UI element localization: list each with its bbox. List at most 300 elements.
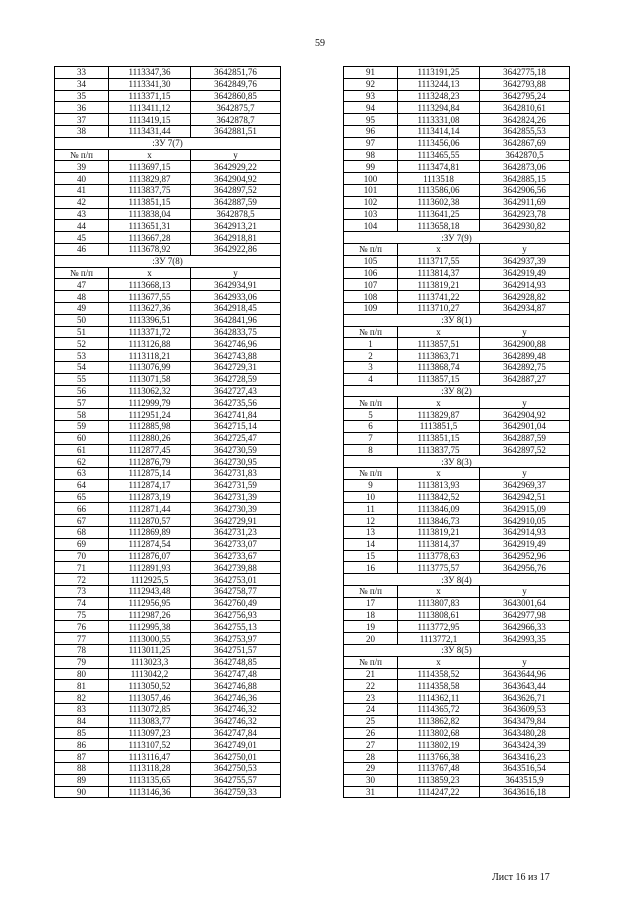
table-row <box>55 350 281 362</box>
coord-y: 3642733,07 <box>191 538 281 550</box>
table-row <box>344 550 570 562</box>
coord-y: 3642795,24 <box>480 90 570 102</box>
coord-x: 1113396,51 <box>109 314 191 326</box>
coord-x: 1114358,58 <box>398 680 480 692</box>
coord-x: 1112925,5 <box>109 574 191 586</box>
table-row <box>55 538 281 550</box>
coord-x: 1113107,52 <box>109 739 191 751</box>
table-row <box>55 291 281 303</box>
point-number: 36 <box>55 102 109 114</box>
coord-x: 1113814,37 <box>398 267 480 279</box>
coord-x: 1114365,72 <box>398 704 480 716</box>
table-row <box>344 633 570 645</box>
section-label: :ЗУ 8(4) <box>344 574 570 586</box>
section-header-row <box>344 645 570 657</box>
point-number: 22 <box>344 680 398 692</box>
point-number: 59 <box>55 420 109 432</box>
coord-y: 3642735,56 <box>191 397 281 409</box>
coord-y: 3643644,96 <box>480 668 570 680</box>
coord-x: 1113331,08 <box>398 114 480 126</box>
table-row <box>344 184 570 196</box>
point-number: 39 <box>55 161 109 173</box>
coord-y: 3642739,88 <box>191 562 281 574</box>
table-row <box>344 361 570 373</box>
coord-x: 1113050,52 <box>109 680 191 692</box>
table-row <box>55 397 281 409</box>
point-number: 84 <box>55 715 109 727</box>
point-number: 89 <box>55 774 109 786</box>
coord-x: 1113135,65 <box>109 774 191 786</box>
header-y: y <box>191 149 281 161</box>
coord-y: 3642897,52 <box>480 444 570 456</box>
table-row <box>344 373 570 385</box>
coord-y: 3642746,32 <box>191 715 281 727</box>
point-number: 93 <box>344 90 398 102</box>
table-row <box>344 704 570 716</box>
coord-y: 3642887,59 <box>480 432 570 444</box>
coord-y: 3642922,86 <box>191 243 281 255</box>
table-row <box>344 302 570 314</box>
coord-x: 1113778,63 <box>398 550 480 562</box>
coord-x: 1112870,57 <box>109 515 191 527</box>
coordinates-table-left-body <box>55 67 281 798</box>
column-header-row <box>344 243 570 255</box>
header-number: № п/п <box>344 468 398 480</box>
table-row <box>55 739 281 751</box>
point-number: 81 <box>55 680 109 692</box>
table-row <box>344 255 570 267</box>
coord-y: 3643626,71 <box>480 692 570 704</box>
coord-x: 1112869,89 <box>109 527 191 539</box>
coord-y: 3642899,48 <box>480 350 570 362</box>
coord-y: 3642934,91 <box>191 279 281 291</box>
coord-x: 1113518 <box>398 173 480 185</box>
table-row <box>55 314 281 326</box>
coord-x: 1113802,68 <box>398 727 480 739</box>
point-number: 60 <box>55 432 109 444</box>
point-number: 14 <box>344 538 398 550</box>
point-number: 4 <box>344 373 398 385</box>
coord-y: 3643480,28 <box>480 727 570 739</box>
coord-x: 1113062,32 <box>109 385 191 397</box>
coord-y: 3642977,98 <box>480 609 570 621</box>
table-row <box>55 786 281 798</box>
table-row <box>344 102 570 114</box>
table-row <box>344 491 570 503</box>
table-row <box>55 196 281 208</box>
table-row <box>55 302 281 314</box>
section-label: :ЗУ 8(5) <box>344 645 570 657</box>
point-number: 15 <box>344 550 398 562</box>
table-row <box>344 279 570 291</box>
coord-x: 1113772,95 <box>398 621 480 633</box>
table-row <box>55 527 281 539</box>
header-number: № п/п <box>55 149 109 161</box>
coord-x: 1113023,3 <box>109 656 191 668</box>
header-y: y <box>480 397 570 409</box>
coord-x: 1113829,87 <box>109 173 191 185</box>
table-row <box>344 597 570 609</box>
header-y: y <box>480 326 570 338</box>
point-number: 49 <box>55 302 109 314</box>
coord-y: 3642749,01 <box>191 739 281 751</box>
coord-x: 1113431,44 <box>109 125 191 137</box>
table-row <box>344 137 570 149</box>
table-row <box>344 668 570 680</box>
coord-x: 1113868,74 <box>398 361 480 373</box>
point-number: 77 <box>55 633 109 645</box>
table-row <box>55 232 281 244</box>
coord-x: 1112885,98 <box>109 420 191 432</box>
table-row <box>344 196 570 208</box>
table-row <box>344 291 570 303</box>
table-row <box>344 527 570 539</box>
point-number: 90 <box>55 786 109 798</box>
point-number: 13 <box>344 527 398 539</box>
coord-y: 3642919,49 <box>480 267 570 279</box>
point-number: 35 <box>55 90 109 102</box>
coord-x: 1112876,79 <box>109 456 191 468</box>
table-row <box>55 208 281 220</box>
coord-x: 1113419,15 <box>109 114 191 126</box>
coord-y: 3642942,51 <box>480 491 570 503</box>
coord-y: 3642755,57 <box>191 774 281 786</box>
section-header-row <box>344 314 570 326</box>
point-number: 83 <box>55 704 109 716</box>
coord-x: 1113097,23 <box>109 727 191 739</box>
coord-y: 3642918,81 <box>191 232 281 244</box>
point-number: 7 <box>344 432 398 444</box>
header-x: x <box>398 397 480 409</box>
coord-x: 1113857,15 <box>398 373 480 385</box>
coord-x: 1112873,19 <box>109 491 191 503</box>
coord-x: 1113465,55 <box>398 149 480 161</box>
table-row <box>344 432 570 444</box>
point-number: 2 <box>344 350 398 362</box>
coord-x: 1113248,23 <box>398 90 480 102</box>
header-x: x <box>398 586 480 598</box>
coord-y: 3642885,15 <box>480 173 570 185</box>
coord-y: 3643516,54 <box>480 763 570 775</box>
table-row <box>55 385 281 397</box>
column-header-row <box>344 586 570 598</box>
point-number: 34 <box>55 78 109 90</box>
coord-y: 3642715,14 <box>191 420 281 432</box>
point-number: 75 <box>55 609 109 621</box>
coord-y: 3642966,33 <box>480 621 570 633</box>
coord-y: 3643416,23 <box>480 751 570 763</box>
coord-y: 3642731,39 <box>191 491 281 503</box>
table-row <box>55 621 281 633</box>
point-number: 98 <box>344 149 398 161</box>
point-number: 23 <box>344 692 398 704</box>
coord-x: 1113710,27 <box>398 302 480 314</box>
point-number: 26 <box>344 727 398 739</box>
table-row <box>55 373 281 385</box>
header-y: y <box>480 243 570 255</box>
coord-x: 1113371,72 <box>109 326 191 338</box>
coord-x: 1112999,79 <box>109 397 191 409</box>
coord-x: 1113851,15 <box>109 196 191 208</box>
table-row <box>344 774 570 786</box>
coord-y: 3642870,5 <box>480 149 570 161</box>
header-number: № п/п <box>344 397 398 409</box>
table-row <box>344 621 570 633</box>
coordinates-table-right <box>343 66 569 798</box>
table-row <box>55 184 281 196</box>
coord-x: 1112891,93 <box>109 562 191 574</box>
coord-x: 1113851,5 <box>398 420 480 432</box>
point-number: 101 <box>344 184 398 196</box>
table-row <box>55 597 281 609</box>
table-row <box>344 444 570 456</box>
section-header-row <box>344 232 570 244</box>
coord-x: 1113072,85 <box>109 704 191 716</box>
coord-y: 3642904,92 <box>191 173 281 185</box>
table-row <box>344 786 570 798</box>
coord-y: 3642933,06 <box>191 291 281 303</box>
table-row <box>344 338 570 350</box>
coord-y: 3642793,88 <box>480 78 570 90</box>
table-row <box>55 763 281 775</box>
coord-x: 1113042,2 <box>109 668 191 680</box>
coord-y: 3642741,84 <box>191 409 281 421</box>
coord-x: 1113857,51 <box>398 338 480 350</box>
coord-x: 1113071,58 <box>109 373 191 385</box>
coord-x: 1112995,38 <box>109 621 191 633</box>
header-number: № п/п <box>344 656 398 668</box>
header-y: y <box>191 267 281 279</box>
coord-x: 1113347,36 <box>109 67 191 79</box>
coord-y: 3642910,05 <box>480 515 570 527</box>
table-row <box>55 633 281 645</box>
table-row <box>55 361 281 373</box>
coord-x: 1113411,12 <box>109 102 191 114</box>
coord-y: 3643609,53 <box>480 704 570 716</box>
table-row <box>344 739 570 751</box>
coord-y: 3642750,53 <box>191 763 281 775</box>
coord-y: 3642855,53 <box>480 125 570 137</box>
table-row <box>55 67 281 79</box>
point-number: 33 <box>55 67 109 79</box>
coord-x: 1113863,71 <box>398 350 480 362</box>
coord-x: 1113814,37 <box>398 538 480 550</box>
coord-x: 1113456,06 <box>398 137 480 149</box>
coord-y: 3642849,76 <box>191 78 281 90</box>
header-y: y <box>480 586 570 598</box>
section-header-row <box>344 456 570 468</box>
point-number: 31 <box>344 786 398 798</box>
column-header-row <box>55 267 281 279</box>
coord-y: 3642746,32 <box>191 704 281 716</box>
table-row <box>344 515 570 527</box>
point-number: 71 <box>55 562 109 574</box>
coord-y: 3642952,96 <box>480 550 570 562</box>
coord-y: 3642881,51 <box>191 125 281 137</box>
coord-x: 1113741,22 <box>398 291 480 303</box>
coord-x: 1113586,06 <box>398 184 480 196</box>
coord-y: 3642929,22 <box>191 161 281 173</box>
table-row <box>344 420 570 432</box>
table-row <box>344 609 570 621</box>
header-y: y <box>480 468 570 480</box>
table-row <box>344 715 570 727</box>
coord-x: 1113668,13 <box>109 279 191 291</box>
header-y: y <box>480 656 570 668</box>
coord-x: 1112943,48 <box>109 586 191 598</box>
coord-y: 3642758,77 <box>191 586 281 598</box>
point-number: 41 <box>55 184 109 196</box>
table-row <box>55 562 281 574</box>
point-number: 19 <box>344 621 398 633</box>
point-number: 54 <box>55 361 109 373</box>
coord-y: 3643515,9 <box>480 774 570 786</box>
coord-y: 3642873,06 <box>480 161 570 173</box>
point-number: 73 <box>55 586 109 598</box>
table-row <box>55 78 281 90</box>
coord-y: 3642914,93 <box>480 527 570 539</box>
table-row <box>55 550 281 562</box>
table-row <box>344 479 570 491</box>
coord-x: 1113829,87 <box>398 409 480 421</box>
coord-y: 3642760,49 <box>191 597 281 609</box>
coord-y: 3642727,43 <box>191 385 281 397</box>
point-number: 8 <box>344 444 398 456</box>
coord-x: 1112951,24 <box>109 409 191 421</box>
coord-y: 3643424,39 <box>480 739 570 751</box>
point-number: 18 <box>344 609 398 621</box>
table-row <box>55 503 281 515</box>
coord-x: 1113678,92 <box>109 243 191 255</box>
table-row <box>344 751 570 763</box>
section-label: :ЗУ 8(3) <box>344 456 570 468</box>
coord-x: 1113819,21 <box>398 279 480 291</box>
coord-x: 1113116,47 <box>109 751 191 763</box>
coord-x: 1114358,52 <box>398 668 480 680</box>
point-number: 42 <box>55 196 109 208</box>
coord-x: 1113775,57 <box>398 562 480 574</box>
coord-x: 1113474,81 <box>398 161 480 173</box>
coord-y: 3642751,57 <box>191 645 281 657</box>
table-row <box>55 468 281 480</box>
coord-x: 1113862,82 <box>398 715 480 727</box>
header-x: x <box>398 326 480 338</box>
point-number: 63 <box>55 468 109 480</box>
coord-y: 3642750,01 <box>191 751 281 763</box>
coord-y: 3642733,67 <box>191 550 281 562</box>
point-number: 76 <box>55 621 109 633</box>
page-number: 59 <box>315 38 325 49</box>
coord-y: 3642906,56 <box>480 184 570 196</box>
coord-y: 3642747,48 <box>191 668 281 680</box>
coord-y: 3642956,76 <box>480 562 570 574</box>
point-number: 70 <box>55 550 109 562</box>
point-number: 6 <box>344 420 398 432</box>
coord-y: 3642729,31 <box>191 361 281 373</box>
coord-x: 1114247,22 <box>398 786 480 798</box>
coord-x: 1113602,38 <box>398 196 480 208</box>
coord-x: 1112987,26 <box>109 609 191 621</box>
point-number: 12 <box>344 515 398 527</box>
header-x: x <box>398 243 480 255</box>
coord-x: 1113807,83 <box>398 597 480 609</box>
table-row <box>344 692 570 704</box>
point-number: 58 <box>55 409 109 421</box>
coord-x: 1112876,07 <box>109 550 191 562</box>
coord-x: 1113627,36 <box>109 302 191 314</box>
point-number: 94 <box>344 102 398 114</box>
coord-x: 1113842,52 <box>398 491 480 503</box>
coord-y: 3642914,93 <box>480 279 570 291</box>
point-number: 103 <box>344 208 398 220</box>
coord-y: 3643001,64 <box>480 597 570 609</box>
coord-x: 1112880,26 <box>109 432 191 444</box>
coord-y: 3642887,27 <box>480 373 570 385</box>
coord-y: 3642731,83 <box>191 468 281 480</box>
section-label: :ЗУ 7(9) <box>344 232 570 244</box>
coord-x: 1113191,25 <box>398 67 480 79</box>
table-row <box>344 173 570 185</box>
table-row <box>344 409 570 421</box>
coord-y: 3642915,09 <box>480 503 570 515</box>
point-number: 95 <box>344 114 398 126</box>
point-number: 78 <box>55 645 109 657</box>
coord-y: 3642729,91 <box>191 515 281 527</box>
table-row <box>344 67 570 79</box>
section-label: :ЗУ 8(1) <box>344 314 570 326</box>
coord-y: 3642759,33 <box>191 786 281 798</box>
table-row <box>344 78 570 90</box>
table-row <box>55 326 281 338</box>
coord-x: 1113341,30 <box>109 78 191 90</box>
coord-x: 1113846,09 <box>398 503 480 515</box>
point-number: 51 <box>55 326 109 338</box>
coord-x: 1113859,23 <box>398 774 480 786</box>
coord-x: 1113000,55 <box>109 633 191 645</box>
point-number: 80 <box>55 668 109 680</box>
column-header-row <box>344 397 570 409</box>
coord-x: 1113667,28 <box>109 232 191 244</box>
header-x: x <box>398 656 480 668</box>
coord-x: 1112877,45 <box>109 444 191 456</box>
table-row <box>55 338 281 350</box>
coord-y: 3642928,82 <box>480 291 570 303</box>
coord-y: 3642728,59 <box>191 373 281 385</box>
coord-y: 3642841,96 <box>191 314 281 326</box>
coord-x: 1112874,54 <box>109 538 191 550</box>
coord-x: 1113837,75 <box>109 184 191 196</box>
point-number: 92 <box>344 78 398 90</box>
column-header-row <box>55 149 281 161</box>
point-number: 91 <box>344 67 398 79</box>
coord-x: 1113772,1 <box>398 633 480 645</box>
coord-y: 3642725,47 <box>191 432 281 444</box>
coord-y: 3642775,18 <box>480 67 570 79</box>
coord-y: 3642930,82 <box>480 220 570 232</box>
coord-y: 3642753,01 <box>191 574 281 586</box>
section-label: :ЗУ 7(7) <box>55 137 281 149</box>
coord-y: 3642731,59 <box>191 479 281 491</box>
header-x: x <box>109 149 191 161</box>
table-row <box>55 243 281 255</box>
table-row <box>55 90 281 102</box>
coord-x: 1113658,18 <box>398 220 480 232</box>
point-number: 79 <box>55 656 109 668</box>
coord-y: 3642911,69 <box>480 196 570 208</box>
coord-y: 3642904,92 <box>480 409 570 421</box>
point-number: 10 <box>344 491 398 503</box>
point-number: 55 <box>55 373 109 385</box>
